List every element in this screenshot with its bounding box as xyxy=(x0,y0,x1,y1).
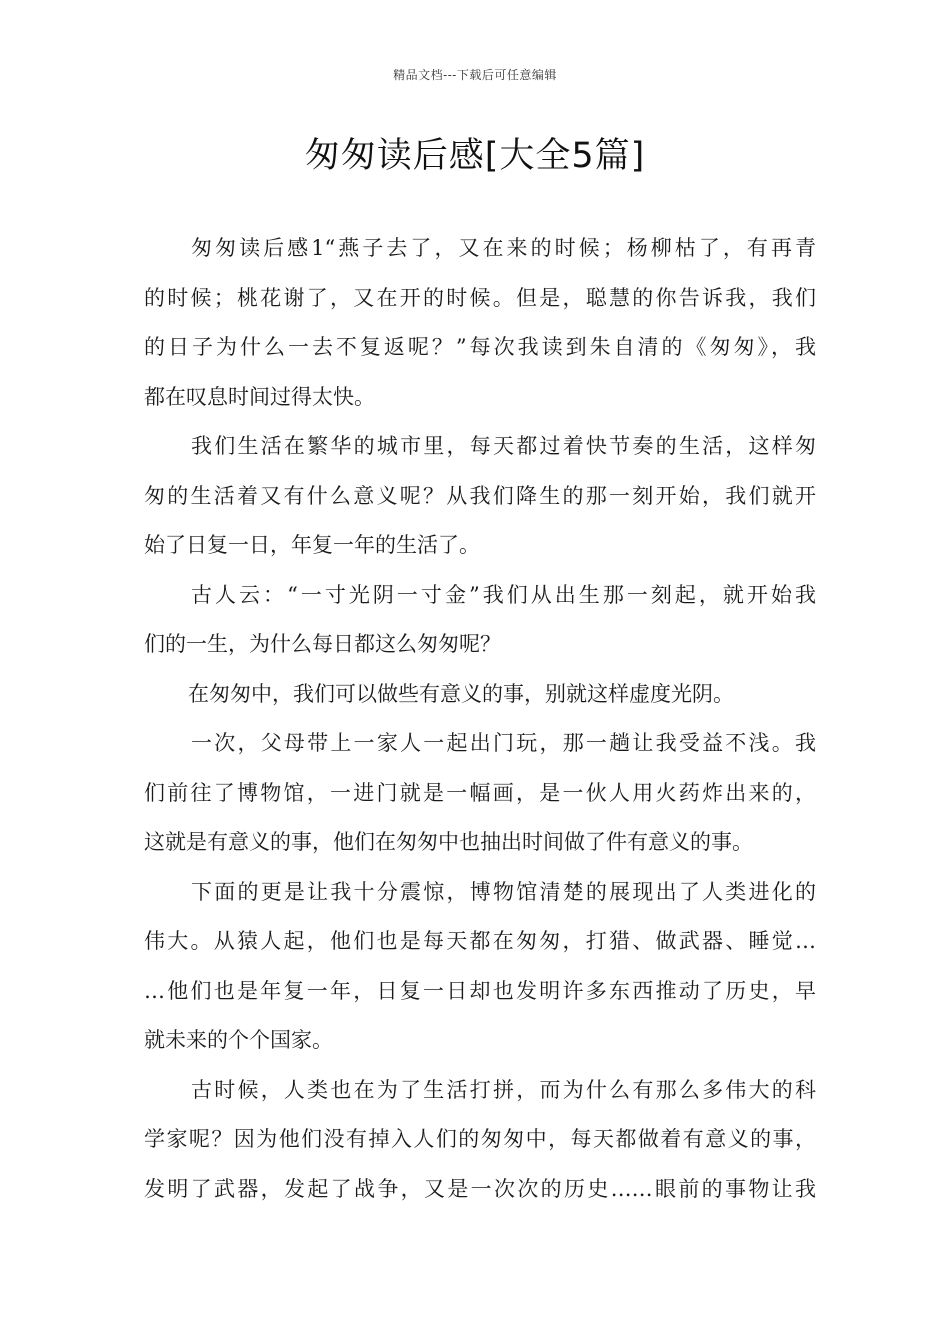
text-line: 伟大。从猿人起，他们也是每天都在匆匆，打猎、做武器、睡觉… xyxy=(144,929,816,953)
text-line: 匆匆读后感1“燕子去了，又在来的时候；杨柳枯了，有再青 xyxy=(191,236,816,260)
text-line: 学家呢？因为他们没有掉入人们的匆匆中，每天都做着有意义的事， xyxy=(144,1127,816,1151)
paragraph xyxy=(144,571,816,670)
text-line: 就未来的个个国家。 xyxy=(144,1028,333,1052)
text-line: 这就是有意义的事，他们在匆匆中也抽出时间做了件有意义的事。 xyxy=(144,830,753,854)
text-line: 发明了武器，发起了战争，又是一次次的历史……眼前的事物让我 xyxy=(144,1176,816,1201)
header-note: 精品文档---下载后可任意编辑 xyxy=(393,68,557,82)
text-line: 一次，父母带上一家人一起出门玩，那一趟让我受益不浅。我 xyxy=(191,731,816,755)
text-line: 的日子为什么一去不复返呢？”每次我读到朱自清的《匆匆》，我 xyxy=(144,335,816,359)
document-body xyxy=(144,224,816,1214)
paragraph xyxy=(144,224,816,422)
document-title: 匆匆读后感[大全5篇] xyxy=(304,136,646,176)
text-line: 们前往了博物馆，一进门就是一幅画，是一伙人用火药炸出来的， xyxy=(144,780,816,805)
text-line: 古时候，人类也在为了生活打拼，而为什么有那么多伟大的科 xyxy=(191,1077,816,1102)
text-line: 始了日复一日，年复一年的生活了。 xyxy=(144,533,480,557)
text-line: 下面的更是让我十分震惊，博物馆清楚的展现出了人类进化的 xyxy=(191,879,816,904)
text-line: 都在叹息时间过得太快。 xyxy=(144,384,375,409)
text-line: 我们生活在繁华的城市里，每天都过着快节奏的生活，这样匆 xyxy=(191,434,816,458)
paragraph xyxy=(144,1066,816,1215)
paragraph xyxy=(144,422,816,571)
text-line: 们的一生，为什么每日都这么匆匆呢？ xyxy=(144,632,501,656)
text-line: 古人云：“一寸光阴一寸金”我们从出生那一刻起，就开始我 xyxy=(191,582,816,607)
paragraph xyxy=(144,868,816,1066)
text-line: 的时候；桃花谢了，又在开的时候。但是，聪慧的你告诉我，我们 xyxy=(144,285,816,310)
text-line: 匆的生活着又有什么意义呢？从我们降生的那一刻开始，我们就开 xyxy=(144,483,816,508)
text-line: …他们也是年复一年，日复一日却也发明许多东西推动了历史，早 xyxy=(144,978,816,1003)
text-line: 在匆匆中，我们可以做些有意义的事，别就这样虚度光阴。 xyxy=(188,681,734,706)
paragraph xyxy=(144,719,816,868)
paragraph xyxy=(144,670,816,720)
